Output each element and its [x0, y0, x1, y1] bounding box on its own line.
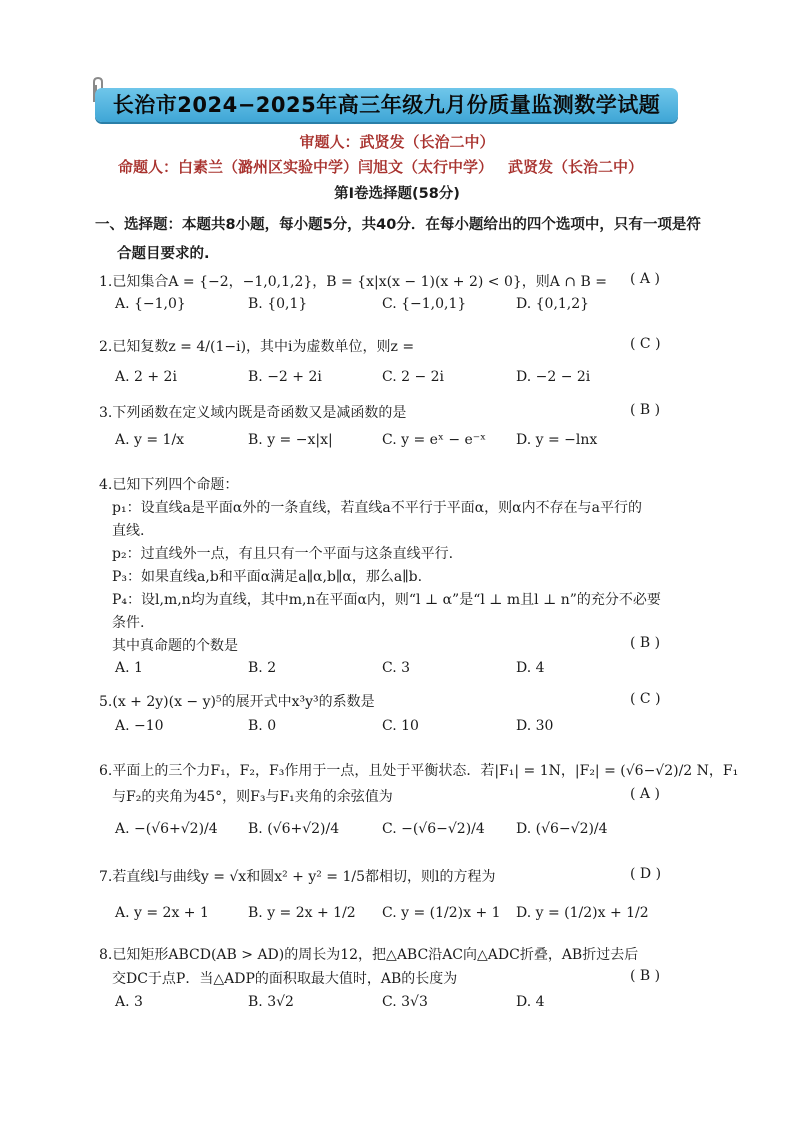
question-4-stem: 4.已知下列四个命题：	[99, 477, 239, 493]
question-4-p1: p₁：设直线a是平面α外的一条直线，若直线a不平行于平面α，则α内不存在与a平行的	[112, 500, 642, 516]
question-8-stem: 8.已知矩形ABCD(AB > AD)的周长为12，把△ABC沿AC向△ADC折叠，AB折过去后	[99, 947, 639, 963]
question-7-option-b: B. y = 2x + 1/2	[248, 905, 356, 921]
question-5-answer: ( C )	[630, 691, 661, 707]
question-3-option-d: D. y = −lnx	[516, 432, 598, 448]
exam-title: 长治市2024−2025年高三年级九月份质量监测数学试题	[112, 93, 661, 117]
question-6-stem-cont: 与F₂的夹角为45°，则F₃与F₁夹角的余弦值为	[112, 789, 393, 805]
section-instructions-line2: 合题目要求的.	[117, 246, 210, 262]
question-2-option-c: C. 2 − 2i	[382, 369, 445, 385]
question-6-option-c: C. −(√6−√2)/4	[382, 821, 485, 837]
question-1-option-b: B. {0,1}	[248, 296, 308, 312]
question-8-answer: ( B )	[630, 968, 661, 984]
author-2: 闫旭文（太行中学）	[358, 158, 494, 176]
section-instructions-line1: 一、选择题：本题共8小题，每小题5分，共40分．在每小题给出的四个选项中，只有一项是符	[95, 217, 701, 233]
question-2-option-d: D. −2 − 2i	[516, 369, 591, 385]
question-5-option-c: C. 10	[382, 718, 419, 734]
question-3-option-b: B. y = −x|x|	[248, 432, 333, 448]
question-5-stem: 5.(x + 2y)(x − y)⁵的展开式中x³y³的系数是	[99, 694, 375, 710]
author-3: 武贤发（长治二中）	[508, 158, 644, 176]
question-6-option-d: D. (√6−√2)/4	[516, 821, 608, 837]
question-1-stem: 1.已知集合A = {−2，−1,0,1,2}，B = {x|x(x − 1)(x + 2) < 0}，则A ∩ B =	[99, 274, 607, 290]
author-1: 命题人：白素兰（潞州区实验中学）	[118, 158, 359, 176]
question-4-p4: P₄：设l,m,n均为直线，其中m,n在平面α内，则“l ⊥ α”是“l ⊥ m且l ⊥ n”的充分不必要	[112, 592, 661, 608]
question-4-p3: P₃：如果直线a,b和平面α满足a∥α,b∥α，那么a∥b.	[112, 569, 423, 585]
question-8-stem-cont: 交DC于点P．当△ADP的面积取最大值时，AB的长度为	[112, 971, 458, 987]
question-4-ask: 其中真命题的个数是	[112, 638, 238, 654]
question-7-option-c: C. y = (1/2)x + 1	[382, 905, 501, 921]
question-6-option-b: B. (√6+√2)/4	[248, 821, 340, 837]
reviewer-line: 审题人：武贤发（长治二中）	[299, 133, 495, 151]
question-5-option-a: A. −10	[115, 718, 164, 734]
question-4-answer: ( B )	[630, 635, 661, 651]
question-4-option-d: D. 4	[516, 660, 545, 676]
question-2-option-b: B. −2 + 2i	[248, 369, 322, 385]
question-8-option-a: A. 3	[115, 994, 143, 1010]
question-4-option-a: A. 1	[115, 660, 143, 676]
question-7-option-d: D. y = (1/2)x + 1/2	[516, 905, 649, 921]
question-2-stem: 2.已知复数z = 4/(1−i)，其中i为虚数单位，则z =	[99, 339, 415, 355]
question-3-option-a: A. y = 1/x	[115, 432, 185, 448]
question-1-option-d: D. {0,1,2}	[516, 296, 590, 312]
question-2-option-a: A. 2 + 2i	[115, 369, 177, 385]
question-7-answer: ( D )	[630, 866, 662, 882]
question-2-answer: ( C )	[630, 336, 661, 352]
part-title: 第Ⅰ卷选择题(58分)	[334, 186, 460, 202]
question-6-option-a: A. −(√6+√2)/4	[115, 821, 218, 837]
question-4-p2: p₂：过直线外一点，有且只有一个平面与这条直线平行.	[112, 546, 454, 562]
question-5-option-d: D. 30	[516, 718, 554, 734]
question-1-option-c: C. {−1,0,1}	[382, 296, 467, 312]
question-3-stem: 3.下列函数在定义域内既是奇函数又是减函数的是	[99, 405, 407, 421]
question-4-option-c: C. 3	[382, 660, 411, 676]
question-3-answer: ( B )	[630, 402, 661, 418]
question-3-option-c: C. y = eˣ − e⁻ˣ	[382, 432, 487, 448]
question-5-option-b: B. 0	[248, 718, 277, 734]
question-8-option-b: B. 3√2	[248, 994, 294, 1010]
question-1-option-a: A. {−1,0}	[115, 296, 186, 312]
question-7-stem: 7.若直线l与曲线y = √x和圆x² + y² = 1/5都相切，则l的方程为	[99, 869, 496, 885]
question-8-option-c: C. 3√3	[382, 994, 428, 1010]
question-7-option-a: A. y = 2x + 1	[115, 905, 209, 921]
title-banner	[95, 88, 678, 122]
question-6-stem: 6.平面上的三个力F₁，F₂，F₃作用于一点，且处于平衡状态．若|F₁| = 1N，|F₂| = (√6−√2)/2 N，F₁	[99, 763, 739, 779]
question-8-option-d: D. 4	[516, 994, 545, 1010]
question-1-answer: ( A )	[630, 271, 660, 287]
question-4-p4-cont: 条件.	[112, 615, 145, 631]
question-6-answer: ( A )	[630, 786, 660, 802]
question-4-option-b: B. 2	[248, 660, 277, 676]
question-4-p1-cont: 直线.	[112, 523, 145, 539]
